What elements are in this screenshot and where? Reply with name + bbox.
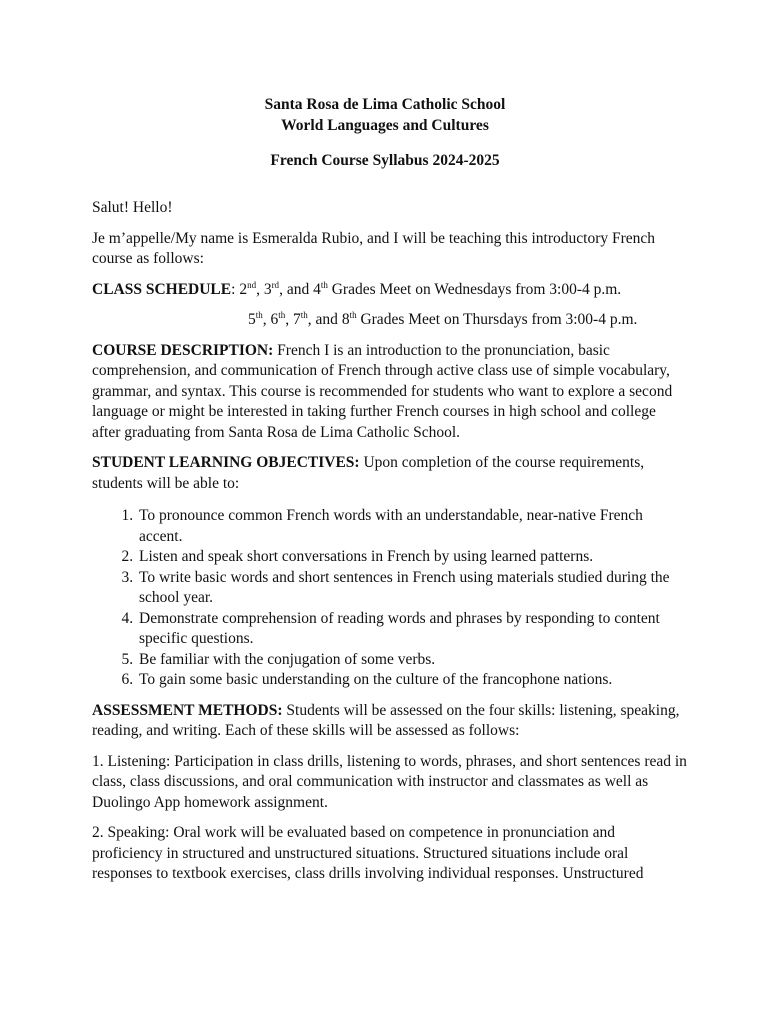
- grade-number: 6: [270, 311, 279, 328]
- assessment-methods: [92, 701, 688, 742]
- grade-number: 7: [293, 311, 301, 328]
- grade-number: 8: [341, 311, 350, 328]
- document-header: [0, 94, 770, 171]
- class-schedule-label: CLASS SCHEDULE: [92, 280, 232, 298]
- ordinal-suffix: th: [300, 309, 308, 320]
- ordinal-suffix: nd: [247, 279, 257, 290]
- ordinal-suffix: rd: [271, 279, 280, 290]
- school-name: Santa Rosa de Lima Catholic School: [264, 96, 506, 113]
- objectives-list: [92, 506, 688, 691]
- ordinal-suffix: th: [349, 309, 357, 320]
- assessment-methods-label: ASSESSMENT METHODS:: [92, 701, 283, 719]
- department-name: World Languages and Cultures: [281, 117, 489, 134]
- ordinal-suffix: th: [320, 279, 328, 290]
- course-description-text: French I is an introduction to the pronunciation, basic comprehension, and communication of French through active class use of simple vocabulary, grammar, and syntax. This course is recommended for students who want to explore a second language or might be interested in taking further French courses in high school and college after graduating from Santa Rosa de Lima Catholic School.: [92, 341, 673, 441]
- grade-number: 5: [248, 311, 256, 328]
- separator: , and: [279, 280, 314, 298]
- ordinal-suffix: th: [255, 309, 263, 320]
- assessment-listening: 1. Listening: Participation in class drills, listening to words, phrases, and short sentences read in class, class discussions, and oral communication with instructor and classmates as well as Duolingo App homework assignment.: [92, 752, 687, 811]
- course-description-label: COURSE DESCRIPTION:: [92, 341, 274, 359]
- grade-number: 4: [313, 280, 321, 298]
- intro-paragraph: Je m’appelle/My name is Esmeralda Rubio, and I will be teaching this introductory French course as follows:: [92, 229, 656, 267]
- schedule-text: Grades Meet on Wednesdays from 3:00-4 p.m.: [327, 280, 622, 298]
- list-item: 4. Demonstrate comprehension of reading words and phrases by responding to content specific questions.: [137, 609, 688, 650]
- grade-number: 3: [263, 280, 272, 298]
- class-schedule-line-1: [92, 280, 688, 301]
- class-schedule-line-2: [92, 310, 688, 331]
- assessment-methods-text: Students will be assessed on the four skills: listening, speaking, reading, and writing. Each of these skills will be assessed as follows:: [92, 701, 680, 739]
- greeting: Salut! Hello!: [92, 199, 173, 216]
- learning-objectives-intro: [92, 453, 688, 494]
- list-item: 5. Be familiar with the conjugation of some verbs.: [137, 650, 688, 671]
- document-body: [92, 198, 688, 895]
- list-item: 1. To pronounce common French words with an understandable, near-native French accent.: [137, 506, 688, 547]
- separator: ,: [285, 311, 294, 328]
- grade-number: 2: [239, 280, 248, 298]
- separator: ,: [256, 280, 264, 298]
- ordinal-suffix: th: [278, 309, 286, 320]
- separator: ,: [262, 311, 271, 328]
- learning-objectives-label: STUDENT LEARNING OBJECTIVES:: [92, 454, 360, 471]
- list-item: 6. To gain some basic understanding on the culture of the francophone nations.: [137, 670, 688, 691]
- colon: :: [231, 280, 240, 298]
- assessment-speaking: 2. Speaking: Oral work will be evaluated based on competence in pronunciation and proficiency in structured and unstructured situations. Structured situations include oral responses to textbook exercises, class drills involving individual responses. Unstructured: [92, 824, 644, 882]
- list-item: 2. Listen and speak short conversations in French by using learned patterns.: [137, 547, 688, 568]
- course-description: [92, 341, 688, 444]
- schedule-text: Grades Meet on Thursdays from 3:00-4 p.m.: [356, 311, 638, 328]
- list-item: 3. To write basic words and short sentences in French using materials studied during the school year.: [137, 568, 688, 609]
- separator: , and: [307, 311, 342, 328]
- learning-objectives-text: Upon completion of the course requirements, students will be able to:: [92, 454, 645, 492]
- course-title: French Course Syllabus 2024-2025: [270, 152, 500, 169]
